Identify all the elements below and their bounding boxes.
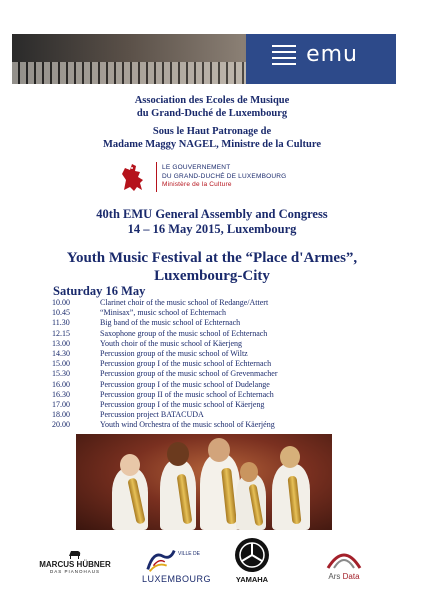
congress-heading — [0, 207, 424, 237]
player-head — [208, 438, 230, 462]
schedule-row — [52, 359, 382, 369]
red-lion-icon — [118, 160, 148, 194]
schedule-event: “Minisax”, music school of Echternach — [100, 308, 226, 318]
yamaha-text: YAMAHA — [235, 575, 269, 584]
emu-logo-text: emu — [306, 42, 358, 67]
hubner-name: MARCUS HÜBNER — [39, 560, 111, 569]
patronage-heading — [0, 125, 424, 151]
schedule-row — [52, 329, 382, 339]
association-line-1: Association des Ecoles de Musique — [134, 95, 290, 106]
gov-line-3: Ministère de la Culture — [162, 181, 232, 188]
yamaha-tuning-forks-icon — [235, 538, 269, 572]
schedule-row — [52, 339, 382, 349]
schedule-event: Saxophone group of the music school of Echternach — [100, 328, 268, 338]
schedule-event: Percussion group of the music school of Wiltz — [100, 349, 248, 359]
festival-line-2: Luxembourg-City — [154, 268, 270, 284]
schedule-row — [52, 298, 382, 308]
patronage-line-1: Sous le Haut Patronage de — [152, 126, 272, 137]
ars-text: Ars — [328, 572, 341, 581]
festival-title — [0, 249, 424, 285]
schedule-time: 16.30 — [52, 389, 70, 399]
emu-logo-stripe — [272, 57, 296, 59]
ars-data-text — [316, 572, 372, 581]
schedule-row — [52, 390, 382, 400]
schedule-list — [52, 298, 382, 431]
day-heading: Saturday 16 May — [53, 284, 146, 298]
schedule-time: 11.30 — [52, 318, 70, 328]
ville-de-luxembourg-logo — [140, 546, 210, 588]
gov-line-1: LE GOUVERNEMENT — [162, 164, 231, 171]
emu-logo-stripe — [272, 51, 296, 53]
grand-piano-icon — [68, 550, 82, 559]
schedule-event: Big band of the music school of Echternach — [100, 318, 241, 328]
schedule-time: 14.30 — [52, 349, 70, 359]
schedule-event: Percussion group I of the music school of Käerjeng — [100, 400, 265, 410]
schedule-time: 12.15 — [52, 328, 70, 338]
patronage-line-2: Madame Maggy NAGEL, Ministre de la Culture — [102, 139, 322, 150]
association-line-2: du Grand-Duché de Luxembourg — [136, 108, 288, 119]
schedule-event: Youth choir of the music school of Käerjeng — [100, 338, 243, 348]
congress-line-2: 14 – 16 May 2015, Luxembourg — [127, 222, 297, 236]
schedule-event: Percussion group I of the music school of Echternach — [100, 359, 272, 369]
schedule-time: 15.00 — [52, 359, 70, 369]
ars-data-arc-icon — [324, 546, 364, 570]
schedule-time: 16.00 — [52, 379, 70, 389]
schedule-event: Percussion group of the music school of Grevenmacher — [100, 369, 278, 379]
schedule-row — [52, 308, 382, 318]
sponsor-logos — [0, 538, 424, 593]
luxembourg-text: LUXEMBOURG — [142, 574, 212, 584]
schedule-row — [52, 369, 382, 379]
player-head — [120, 454, 140, 476]
hubner-subtitle: DAS PIANOHAUS — [49, 569, 100, 574]
data-text: Data — [342, 572, 360, 581]
government-logo — [118, 160, 318, 194]
schedule-time: 10.00 — [52, 298, 70, 307]
player-head — [280, 446, 300, 468]
schedule-row — [52, 410, 382, 420]
schedule-row — [52, 380, 382, 390]
emu-logo-stripe — [272, 63, 296, 65]
header-banner — [12, 34, 396, 84]
schedule-row — [52, 420, 382, 430]
tuning-forks-icon — [235, 538, 269, 572]
schedule-row — [52, 400, 382, 410]
congress-line-1: 40th EMU General Assembly and Congress — [96, 207, 328, 221]
ars-data-logo — [316, 546, 372, 590]
schedule-time: 15.30 — [52, 369, 70, 379]
gov-line-2: DU GRAND-DUCHÉ DE LUXEMBOURG — [162, 172, 287, 180]
schedule-row — [52, 318, 382, 328]
schedule-event: Clarinet choir of the music school of Redange/Attert — [100, 298, 269, 307]
schedule-time: 10.45 — [52, 308, 70, 318]
association-heading — [0, 94, 424, 120]
government-logo-text — [162, 164, 286, 190]
player-head — [240, 462, 258, 482]
marcus-hubner-logo — [38, 548, 112, 584]
schedule-event: Percussion group II of the music school of Echternach — [100, 389, 274, 399]
saxophone-players-photo — [76, 434, 332, 530]
yamaha-logo — [228, 538, 276, 594]
logo-divider — [156, 162, 157, 192]
ville-de-text: VILLE DE — [178, 551, 200, 557]
schedule-row — [52, 349, 382, 359]
ville-swirl-icon — [144, 546, 178, 574]
schedule-time: 17.00 — [52, 400, 70, 410]
schedule-event: Percussion group I of the music school of Dudelange — [100, 379, 270, 389]
player-head — [167, 442, 189, 466]
schedule-event: Percussion project BATACUDA — [100, 410, 204, 420]
emu-logo-panel — [246, 34, 396, 84]
festival-line-1: Youth Music Festival at the “Place d'Armes”, — [66, 250, 358, 266]
schedule-event: Youth wind Orchestra of the music school of Käerjéng — [100, 420, 275, 430]
schedule-time: 13.00 — [52, 338, 70, 348]
schedule-time: 20.00 — [52, 420, 70, 430]
schedule-time: 18.00 — [52, 410, 70, 420]
emu-logo-stripe — [272, 45, 296, 47]
